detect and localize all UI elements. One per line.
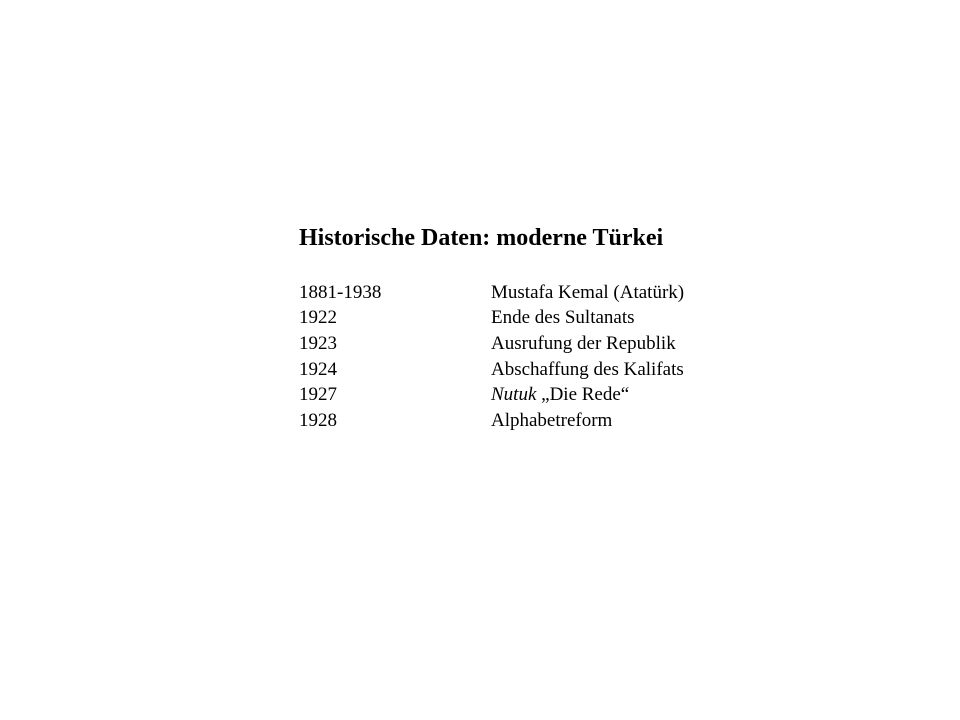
timeline-year: 1927 [299, 384, 337, 406]
timeline-year: 1922 [299, 307, 337, 329]
timeline-row [299, 331, 684, 357]
slide-title: Historische Daten: moderne Türkei [299, 225, 664, 251]
timeline-event [491, 282, 684, 304]
work-title: Nutuk [491, 384, 537, 406]
timeline-year: 1923 [299, 332, 337, 354]
timeline-year: 1928 [299, 409, 337, 431]
timeline-row [299, 357, 684, 383]
timeline-event [491, 410, 612, 432]
event-text: „Die Rede“ [541, 384, 630, 406]
timeline-list [299, 280, 684, 434]
event-text: Ausrufung der Republik [491, 332, 676, 354]
timeline-event [491, 359, 684, 381]
timeline-event [491, 384, 629, 406]
event-text: Ende des Sultanats [491, 307, 635, 329]
timeline-event [491, 333, 676, 355]
event-text: Abschaffung des Kalifats [491, 358, 684, 380]
timeline-event [491, 307, 635, 329]
event-text: Alphabetreform [491, 409, 613, 431]
timeline-year: 1881-1938 [299, 281, 382, 303]
timeline-year: 1924 [299, 358, 337, 380]
event-text: Mustafa Kemal (Atatürk) [491, 281, 685, 303]
timeline-row [299, 306, 684, 332]
timeline-row [299, 408, 684, 434]
timeline-row [299, 382, 684, 408]
timeline-row [299, 280, 684, 306]
